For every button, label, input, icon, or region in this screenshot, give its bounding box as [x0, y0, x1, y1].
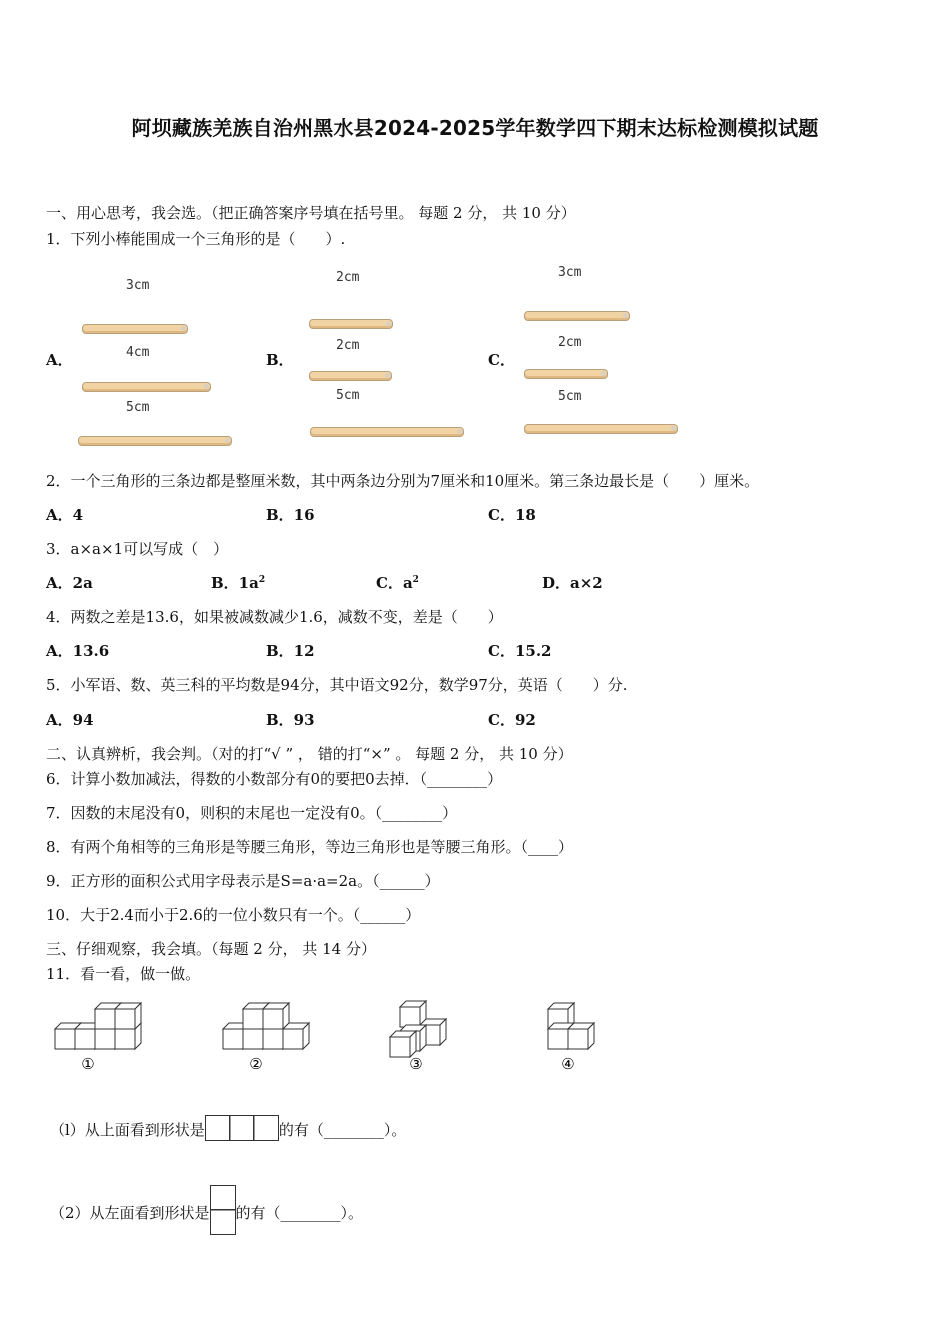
q11-part-2-prompt: （2）从左面看到形状是	[50, 1204, 210, 1222]
q1-option-c-label: C．	[488, 351, 515, 369]
question-8: 8．有两个角相等的三角形是等腰三角形，等边三角形也是等腰三角形。（____）	[46, 838, 574, 856]
q3-option-a: A．2a	[46, 574, 93, 592]
cube-figure-3-label: ③	[409, 1055, 423, 1073]
q3-option-d: D．a×2	[542, 574, 603, 592]
cube-figure-1-label: ①	[81, 1055, 95, 1073]
question-4: 4．两数之差是13.6，如果被减数减少1.6，减数不变，差是（ ）	[46, 608, 503, 626]
question-11: 11．看一看，做一做。	[46, 965, 201, 983]
cube-figures	[40, 995, 640, 1080]
question-1: 1．下列小棒能围成一个三角形的是（ ）.	[46, 230, 346, 248]
q1-c-length-3: 5cm	[558, 389, 582, 404]
cube-figure-2-label: ②	[249, 1055, 263, 1073]
q11-part-2	[50, 1189, 363, 1239]
q5-option-b: B．93	[266, 711, 315, 729]
q2-option-b: B．16	[266, 506, 315, 524]
cube-figure-2	[223, 1003, 309, 1049]
q11-part-2-answer[interactable]: 的有（________）。	[235, 1204, 364, 1222]
q1-b-stick-3	[310, 427, 464, 437]
question-2: 2．一个三角形的三条边都是整厘米数，其中两条边分别为7厘米和10厘米。第三条边最长是（ ）厘米。	[46, 472, 760, 490]
q4-option-b: B．12	[266, 642, 315, 660]
q11-part-1	[50, 1118, 406, 1144]
cube-figure-3	[390, 1001, 446, 1057]
q1-a-length-1: 3cm	[126, 278, 150, 293]
q1-c-length-1: 3cm	[558, 265, 582, 280]
q1-c-stick-1	[524, 311, 630, 321]
question-9: 9．正方形的面积公式用字母表示是S=a·a=2a。（______）	[46, 872, 440, 890]
q5-option-c: C．92	[488, 711, 536, 729]
section-3-heading: 三、仔细观察，我会填。（每题 2 分， 共 14 分）	[46, 940, 376, 958]
question-3: 3．a×a×1可以写成（ ）	[46, 540, 229, 558]
q1-c-stick-2	[524, 369, 608, 379]
q3-option-b: B．$1a^2$	[211, 574, 266, 592]
q1-b-length-3: 5cm	[336, 388, 360, 403]
cube-figure-1	[55, 1003, 141, 1049]
question-7: 7．因数的末尾没有0，则积的末尾也一定没有0。（________）	[46, 804, 458, 822]
q4-option-c: C．15.2	[488, 642, 552, 660]
q1-b-stick-1	[309, 319, 393, 329]
left-view-shape	[210, 1185, 236, 1235]
question-10: 10．大于2.4而小于2.6的一位小数只有一个。（______）	[46, 906, 421, 924]
q1-option-a-label: A．	[46, 351, 73, 369]
q11-part-1-answer[interactable]: 的有（________）。	[278, 1121, 407, 1139]
q1-b-length-2: 2cm	[336, 338, 360, 353]
q1-a-stick-2	[82, 382, 211, 392]
q1-a-stick-3	[78, 436, 232, 446]
q5-option-a: A．94	[46, 711, 94, 729]
q1-c-length-2: 2cm	[558, 335, 582, 350]
q1-a-stick-1	[82, 324, 188, 334]
q3-option-c: C．$a^2$	[376, 574, 419, 592]
cube-figure-4-label: ④	[561, 1055, 575, 1073]
q11-part-1-prompt: （l）从上面看到形状是	[50, 1121, 205, 1139]
section-1-heading: 一、用心思考，我会选。（把正确答案序号填在括号里。 每题 2 分， 共 10 分）	[46, 204, 576, 222]
q1-option-b-label: B．	[266, 351, 294, 369]
top-view-shape	[205, 1115, 279, 1141]
q2-option-a: A．4	[46, 506, 84, 524]
q1-c-stick-3	[524, 424, 678, 434]
q1-b-length-1: 2cm	[336, 270, 360, 285]
q2-option-c: C．18	[488, 506, 536, 524]
question-5: 5．小军语、数、英三科的平均数是94分，其中语文92分，数学97分，英语（ ）分.	[46, 676, 628, 694]
page-title: 阿坝藏族羌族自治州黑水县2024-2025学年数学四下期末达标检测模拟试题	[131, 116, 819, 140]
cube-figure-4	[548, 1003, 594, 1049]
q4-option-a: A．13.6	[46, 642, 110, 660]
q1-b-stick-2	[309, 371, 392, 381]
question-6: 6．计算小数加减法，得数的小数部分有0的要把0去掉．（________）	[46, 770, 503, 788]
section-2-heading: 二、认真辨析，我会判。（对的打“√ ” ， 错的打“×” 。 每题 2 分， 共 10 分）	[46, 745, 573, 763]
q1-a-length-2: 4cm	[126, 345, 150, 360]
q1-a-length-3: 5cm	[126, 400, 150, 415]
